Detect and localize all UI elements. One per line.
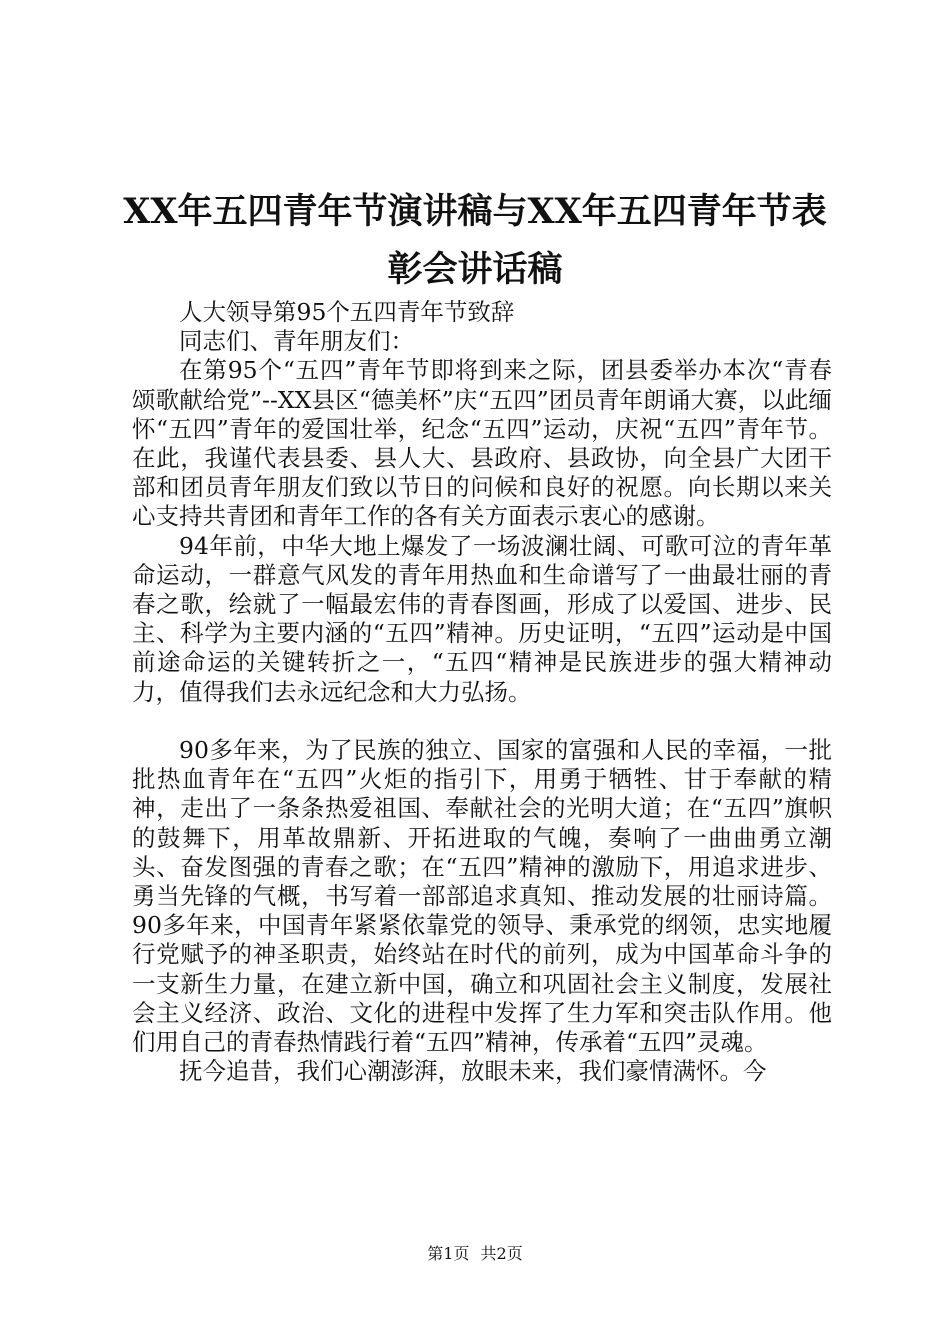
document-body (132, 298, 832, 1086)
page-footer (0, 1244, 950, 1264)
document-title-line-2: 彰会讲话稿 (387, 249, 563, 290)
paragraph-3: 90多年来，为了民族的独立、国家的富强和人民的幸福，一批批热血青年在“五四”火炬的指引下，用勇于牺牲、甘于奉献的精神，走出了一条条热爱祖国、奉献社会的光明大道；在“五四”旗帜的鼓舞下，用革故鼎新、开拓进取的气魄，奏响了一曲曲勇立潮头、奋发图强的青春之歌；在“五四”精神的激励下，用追求进步、勇当先锋的气概，书写着一部部追求真知、推动发展的壮丽诗篇。90多年来，中国青年紧紧依靠党的领导、秉承党的纲领，忠实地履行党赋予的神圣职责，始终站在时代的前列，成为中国革命斗争的一支新生力量，在建立新中国，确立和巩固社会主义制度，发展社会主义经济、政治、文化的进程中发挥了生力军和突击队作用。他们用自己的青春热情践行着“五四”精神，传承着“五四”灵魂。 (132, 736, 832, 1057)
document-title-line-1: XX年五四青年节演讲稿与XX年五四青年节表 (123, 191, 827, 232)
paragraph-1: 在第95个“五四”青年节即将到来之际，团县委举办本次“青春颂歌献给党”--XX县区“德美杯”庆“五四”团员青年朗诵大赛，以此缅怀“五四”青年的爱国壮举，纪念“五四”运动，庆祝“五四”青年节。在此，我谨代表县委、县人大、县政府、县政协，向全县广大团干部和团员青年朋友们致以节日的问候和良好的祝愿。向长期以来关心支持共青团和青年工作的各有关方面表示衷心的感谢。 (132, 356, 832, 531)
salutation: 同志们、青年朋友们： (179, 327, 414, 356)
page-number: 第1页 (427, 1244, 470, 1263)
page-total: 共2页 (480, 1244, 523, 1263)
paragraph-2: 94年前，中华大地上爆发了一场波澜壮阔、可歌可泣的青年革命运动，一群意气风发的青年用热血和生命谱写了一曲最壮丽的青春之歌，绘就了一幅最宏伟的青春图画，形成了以爱国、进步、民主、科学为主要内涵的“五四”精神。历史证明，“五四”运动是中国前途命运的关键转折之一，“五四“精神是民族进步的强大精神动力，值得我们去永远纪念和大力弘扬。 (132, 531, 832, 706)
paragraph-4: 抚今追昔，我们心潮澎湃，放眼未来，我们豪情满怀。今 (179, 1057, 767, 1086)
subheading: 人大领导第95个五四青年节致辞 (179, 298, 515, 326)
